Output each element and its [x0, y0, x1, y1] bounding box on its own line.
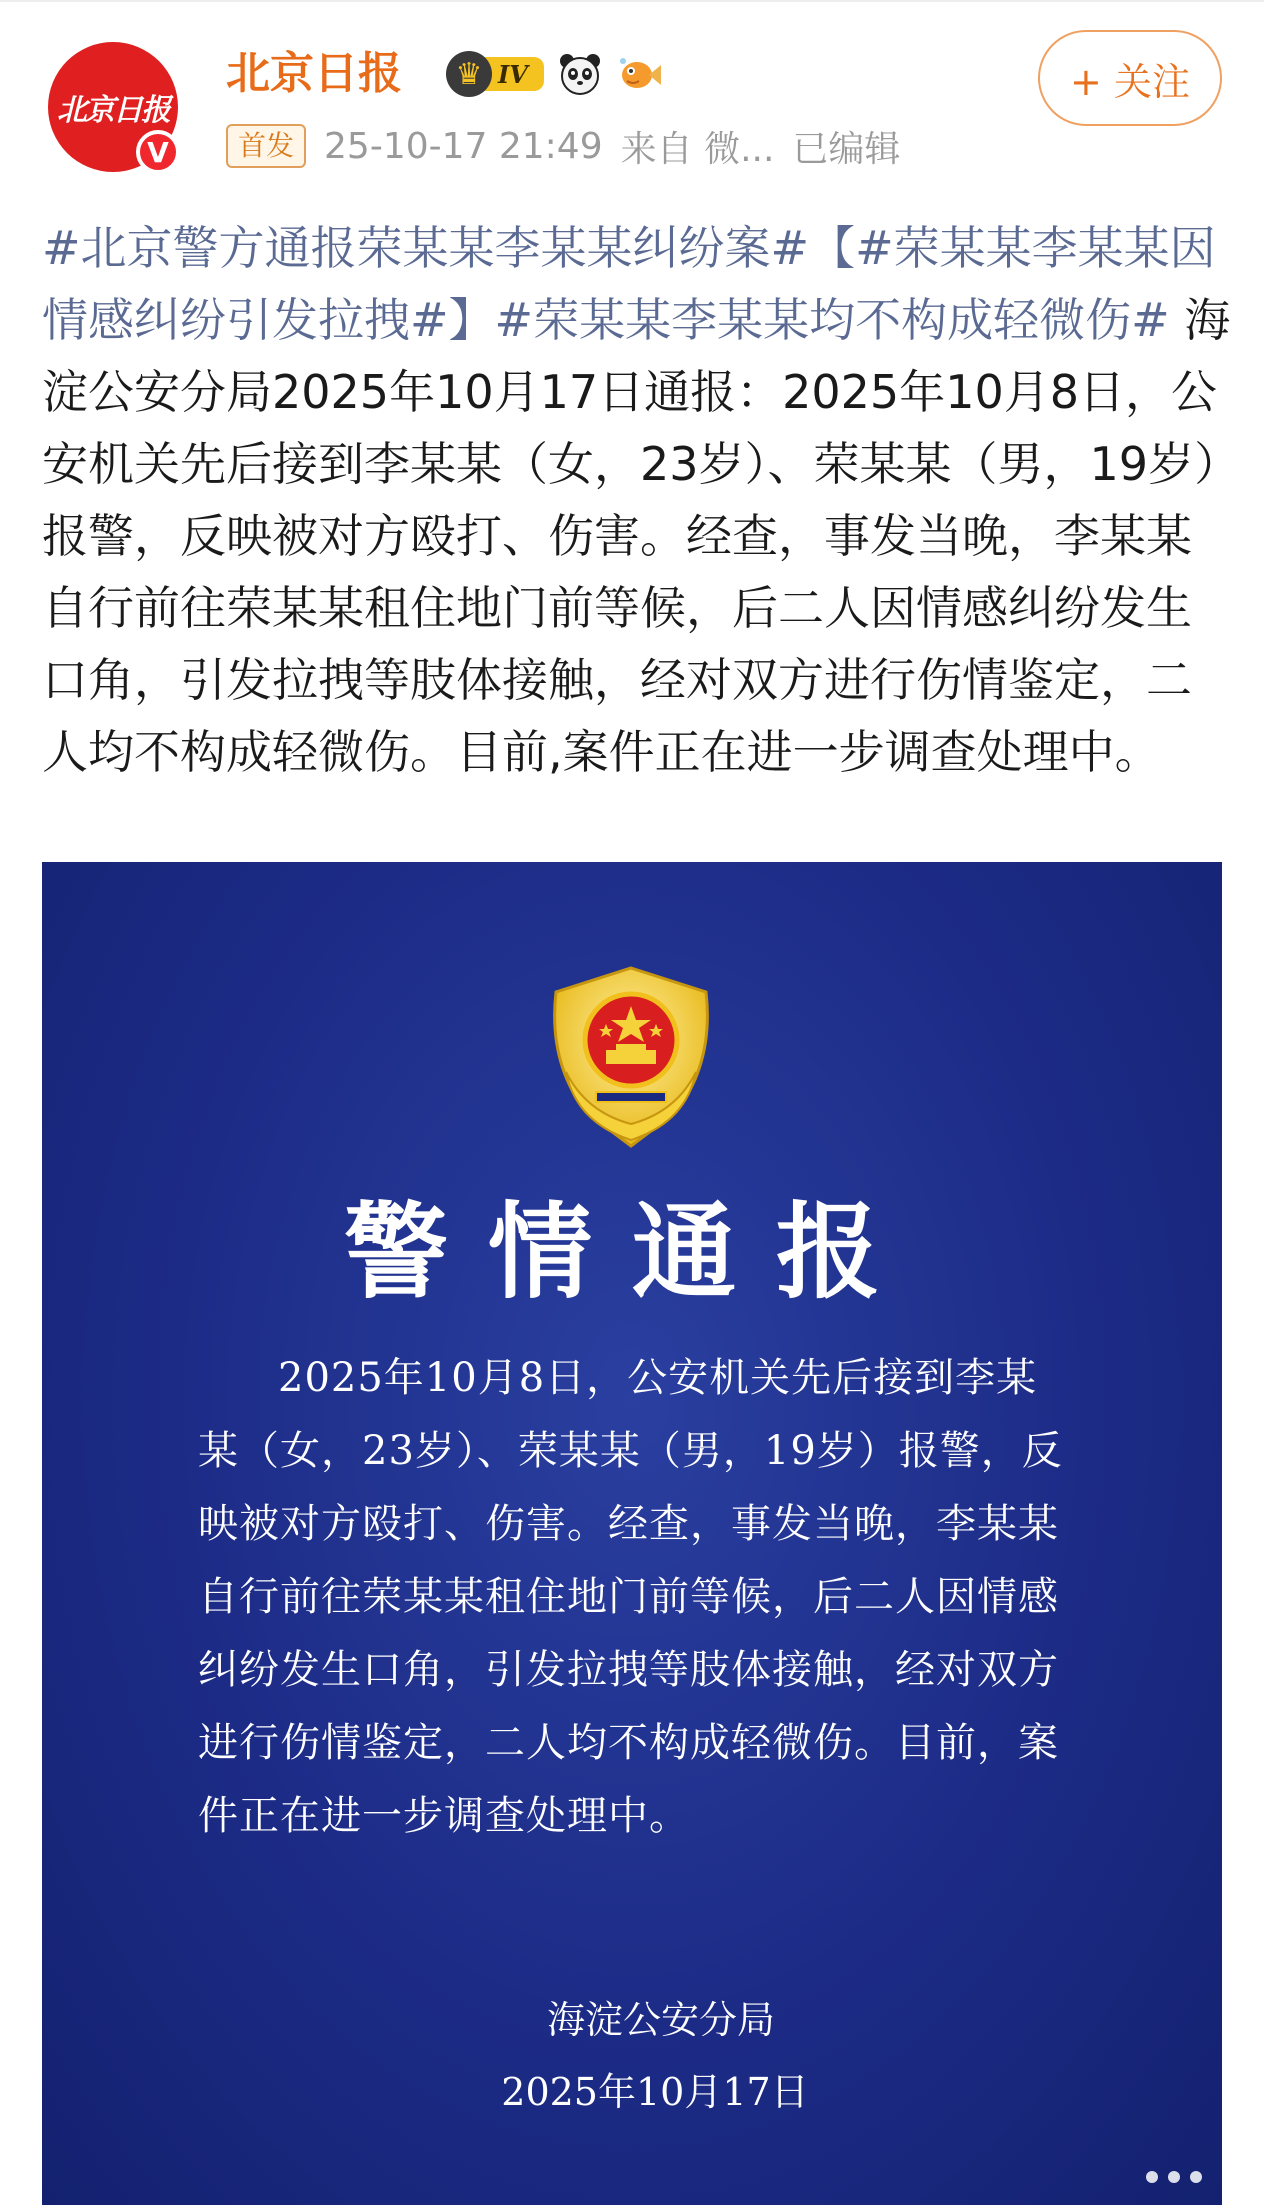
hashtag-link[interactable]: #北京警方通报荣某某李某某纠纷案#	[42, 221, 810, 275]
level-badge[interactable]	[446, 54, 544, 94]
hashtag-link[interactable]: #荣某某李某某均不构成轻微伤#	[494, 293, 1170, 347]
notice-body: 2025年10月8日，公安机关先后接到李某某（女，23岁）、荣某某（男，19岁）报警，反映被对方殴打、伤害。经查，事发当晚，李某某自行前往荣某某租住地门前等候，后二人因情感纠纷发生口角，引发拉拽等肢体接触，经对双方进行伤情鉴定，二人均不构成轻微伤。目前，案件正在进一步调查处理中。	[198, 1355, 1063, 1839]
crown-icon: ♛	[446, 51, 492, 97]
follow-button[interactable]: + 关注	[1038, 30, 1222, 126]
post-time: 25-10-17 21:49	[324, 125, 603, 167]
post-body: 海淀公安分局2025年10月17日通报：2025年10月8日，公安机关先后接到李某某（女，23岁）、荣某某（男，19岁）报警，反映被对方殴打、伤害。经查，事发当晚，李某某自行前往荣某某租住地门前等候，后二人因情感纠纷发生口角，引发拉拽等肢体接触，经对双方进行伤情鉴定，二人均不构成轻微伤。目前,案件正在进一步调查处理中。	[42, 293, 1231, 779]
post-meta	[226, 120, 900, 172]
edited-label[interactable]: 已编辑	[792, 128, 901, 170]
verified-badge: V	[136, 130, 180, 174]
first-post-tag: 首发	[226, 124, 306, 168]
author-badges	[446, 48, 664, 100]
notice-signature	[42, 1984, 1222, 2128]
post-source[interactable]: 来自 微...	[620, 128, 775, 170]
post-text	[42, 212, 1232, 788]
notice-image[interactable]	[42, 862, 1222, 2205]
police-emblem-icon	[536, 962, 726, 1152]
more-dots-icon[interactable]	[1146, 2171, 1202, 2183]
avatar-logo-text: 北京日报	[57, 93, 169, 128]
panda-icon[interactable]	[556, 50, 604, 98]
top-divider	[0, 0, 1264, 2]
notice-date: 2025年10月17日	[501, 2070, 809, 2114]
author-name[interactable]: 北京日报	[226, 48, 402, 99]
fish-icon[interactable]	[616, 50, 664, 98]
level-text: IV	[482, 57, 544, 91]
hashtag-link[interactable]: 【#荣某某李某某因情感纠纷引发拉拽#】	[42, 221, 1216, 347]
notice-issuer: 海淀公安分局	[546, 1998, 775, 2042]
notice-title: 警情通报	[343, 1190, 920, 1313]
